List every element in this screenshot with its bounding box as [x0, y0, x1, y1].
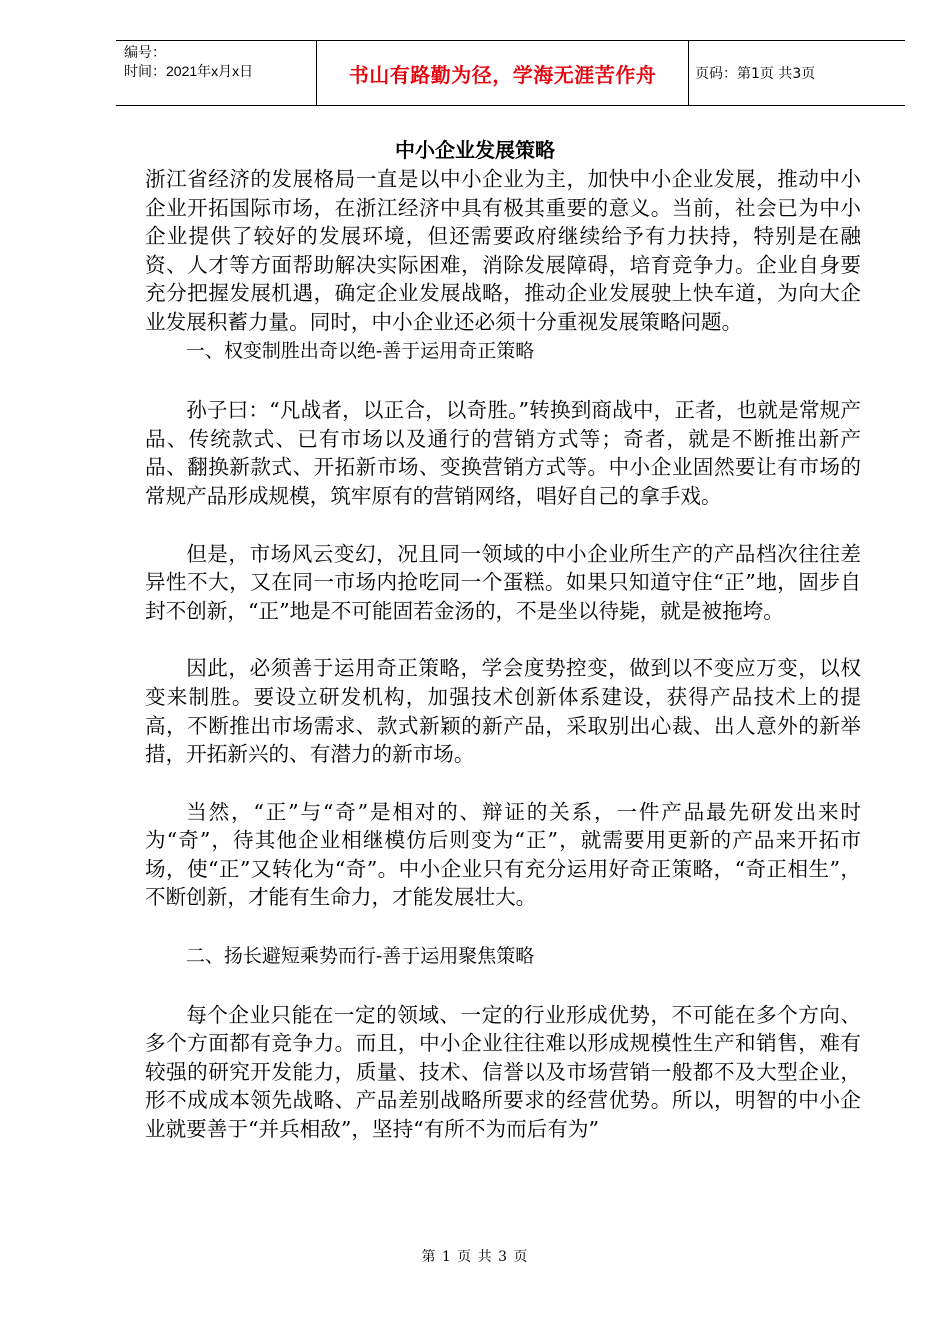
intro-paragraph: 浙江省经济的发展格局一直是以中小企业为主，加快中小企业发展，推动中小企业开拓国际市场，在浙江经济中具有极其重要的意义。当前，社会已为中小企业提供了较好的发展环境，但还需要政府继续给予有力扶持，特别是在融资、人才等方面帮助解决实际困难，消除发展障碍，培育竞争力。企业自身要充分把握发展机遇，确定企业发展战略，推动企业发展驶上快车道，为向大企业发展积蓄力量。同时，中小企业还必须十分重视发展策略问题。: [145, 167, 861, 334]
document-number-label: 编号：: [124, 44, 166, 60]
page-footer: 第 1 页 共 3 页: [421, 1249, 529, 1265]
section-1-paragraph-2: 但是，市场风云变幻，况且同一领域的中小企业所生产的产品档次往往差异性不大，又在同一市场内抢吃同一个蛋糕。如果只知道守住“正”地，固步自封不创新，“正”地是不可能固若金汤的，不是坐以待毙，就是被拖垮。: [145, 541, 861, 623]
section-1-paragraph-3: 因此，必须善于运用奇正策略，学会度势控变，做到以不变应万变，以权变来制胜。要设立研发机构，加强技术创新体系建设，获得产品技术上的提高，不断推出市场需求、款式新颖的新产品，采取别出心裁、出人意外的新举措，开拓新兴的、有潜力的新市场。: [145, 656, 861, 767]
document-title: 中小企业发展策略: [395, 138, 555, 162]
document-time-label: 时间：2021年x月x日: [124, 63, 254, 79]
document-body: [145, 165, 861, 1144]
header-motto: 书山有路勤为径，学海无涯苦作舟: [316, 41, 689, 105]
document-header: [116, 40, 905, 106]
section-2-paragraph-1: 每个企业只能在一定的领域、一定的行业形成优势，不可能在多个方向、多个方面都有竞争力。而且，中小企业往往难以形成规模性生产和销售，难有较强的研究开发能力，质量、技术、信誉以及市场营销一般都不及大型企业，形不成成本领先战略、产品差别战略所要求的经营优势。所以，明智的中小企业就要善于“并兵相敌”，坚持“有所不为而后有为”: [145, 1002, 861, 1142]
header-meta: [116, 41, 316, 105]
section-2-heading: 二、扬长避短乘势而行-善于运用聚焦策略: [185, 945, 535, 968]
section-1-heading: 一、权变制胜出奇以绝-善于运用奇正策略: [185, 339, 535, 362]
header-page-number: 页码：第1页 共3页: [695, 66, 816, 82]
section-1-paragraph-4: 当然，“正”与“奇”是相对的、辩证的关系，一件产品最先研发出来时为“奇”，待其他企业相继模仿后则变为“正”，就需要用更新的产品来开拓市场，使“正”又转化为“奇”。中小企业只有充分运用好奇正策略，“奇正相生”，不断创新，才能有生命力，才能发展壮大。: [145, 799, 861, 910]
section-1-paragraph-1: 孙子曰：“凡战者，以正合，以奇胜。”转换到商战中，正者，也就是常规产品、传统款式、已有市场以及通行的营销方式等；奇者，就是不断推出新产品、翻换新款式、开拓新市场、变换营销方式等。中小企业固然要让有市场的常规产品形成规模，筑牢原有的营销网络，唱好自己的拿手戏。: [145, 398, 861, 508]
